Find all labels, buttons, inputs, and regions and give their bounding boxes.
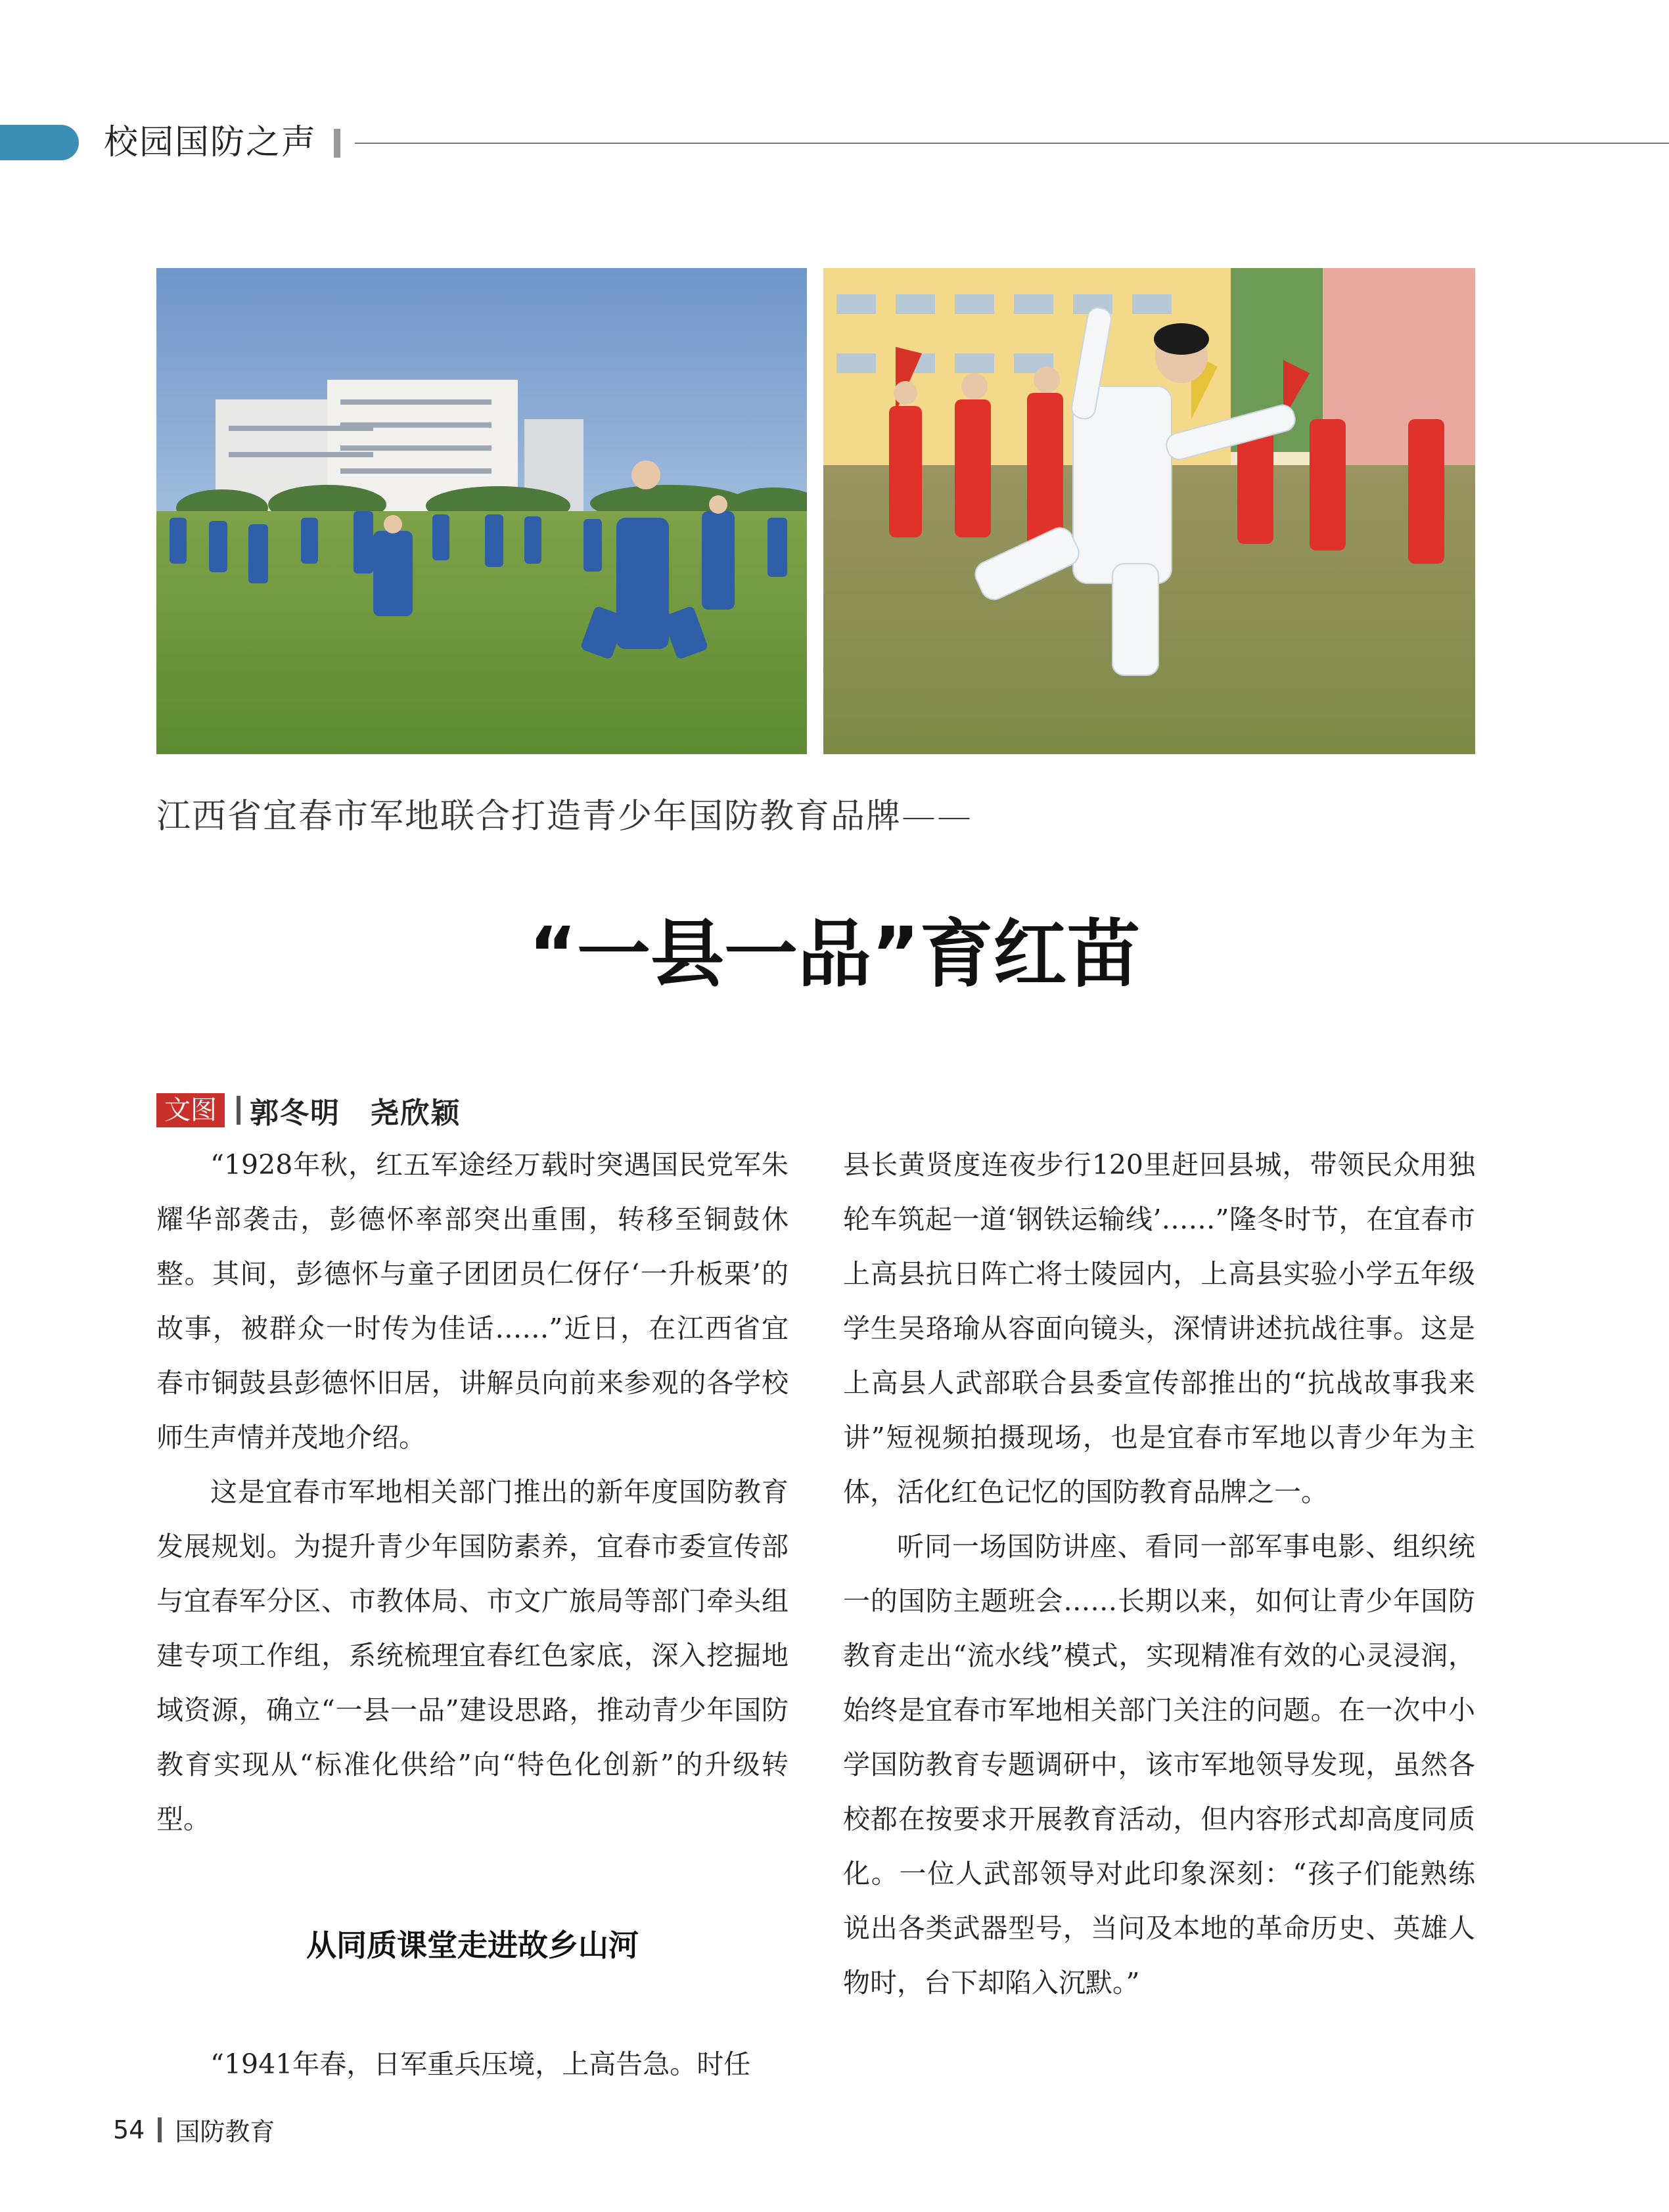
- byline: [156, 1092, 461, 1129]
- publication-name: 国防教育: [175, 2117, 275, 2146]
- photo-students-blue-uniforms: [156, 268, 807, 754]
- byline-divider: [237, 1096, 240, 1125]
- section-rule: [355, 143, 1669, 144]
- article-column-left: [156, 1138, 789, 2092]
- page-footer: [113, 2111, 275, 2148]
- section-subheading: 从同质课堂走进故乡山河: [306, 1928, 639, 1963]
- paragraph: “1928年秋，红五军途经万载时突遇国民党军朱耀华部袭击，彭德怀率部突出重围，转移至铜鼓休整。其间，彭德怀与童子团团员仁伢仔‘一升板栗’的故事，被群众一时传为佳话……”近日，在江西省宜春市铜鼓县彭德怀旧居，讲解员向前来参观的各学校师生声情并茂地介绍。: [156, 1149, 789, 1453]
- photo-students-white-red-uniforms: [823, 268, 1475, 754]
- article-title: “一县一品”育红苗: [528, 912, 1141, 997]
- section-tab-marker: [0, 125, 79, 160]
- paragraph: 县长黄贤度连夜步行120里赶回县城，带领民众用独轮车筑起一道‘钢铁运输线’……”隆冬时节，在宜春市上高县抗日阵亡将士陵园内，上高县实验小学五年级学生吴珞瑜从容面向镜头，深情讲述抗战往事。这是上高县人武部联合县委宣传部推出的“抗战故事我来讲”短视频拍摄现场，也是宜春市军地以青少年为主体，活化红色记忆的国防教育品牌之一。: [843, 1149, 1475, 1508]
- photo-right-image: [823, 268, 1475, 754]
- byline-label: 文图: [156, 1093, 225, 1127]
- section-divider-bar: [334, 129, 340, 158]
- photo-left-image: [156, 268, 807, 754]
- article-subtitle: 江西省宜春市军地联合打造青少年国防教育品牌——: [156, 797, 973, 836]
- paragraph: 这是宜春市军地相关部门推出的新年度国防教育发展规划。为提升青少年国防素养，宜春市委宣传部与宜春军分区、市教体局、市文广旅局等部门牵头组建专项工作组，系统梳理宜春红色家底，深入挖掘地域资源，确立“一县一品”建设思路，推动青少年国防教育实现从“标准化供给”向“特色化创新”的升级转型。: [156, 1476, 789, 1835]
- byline-authors: 郭冬明 尧欣颖: [250, 1096, 461, 1130]
- article-column-right: [843, 1138, 1475, 2010]
- page-number: 54: [113, 2115, 145, 2144]
- paragraph: “1941年春，日军重兵压境，上高告急。时任: [210, 2048, 751, 2080]
- section-title: 校园国防之声: [104, 123, 317, 162]
- paragraph: 听同一场国防讲座、看同一部军事电影、组织统一的国防主题班会……长期以来，如何让青少年国防教育走出“流水线”模式，实现精准有效的心灵浸润，始终是宜春市军地相关部门关注的问题。在一次中小学国防教育专题调研中，该市军地领导发现，虽然各校都在按要求开展教育活动，但内容形式却高度同质化。一位人武部领导对此印象深刻：“孩子们能熟练说出各类武器型号，当问及本地的革命历史、英雄人物时，台下却陷入沉默。”: [843, 1531, 1475, 1998]
- footer-divider: [158, 2117, 162, 2142]
